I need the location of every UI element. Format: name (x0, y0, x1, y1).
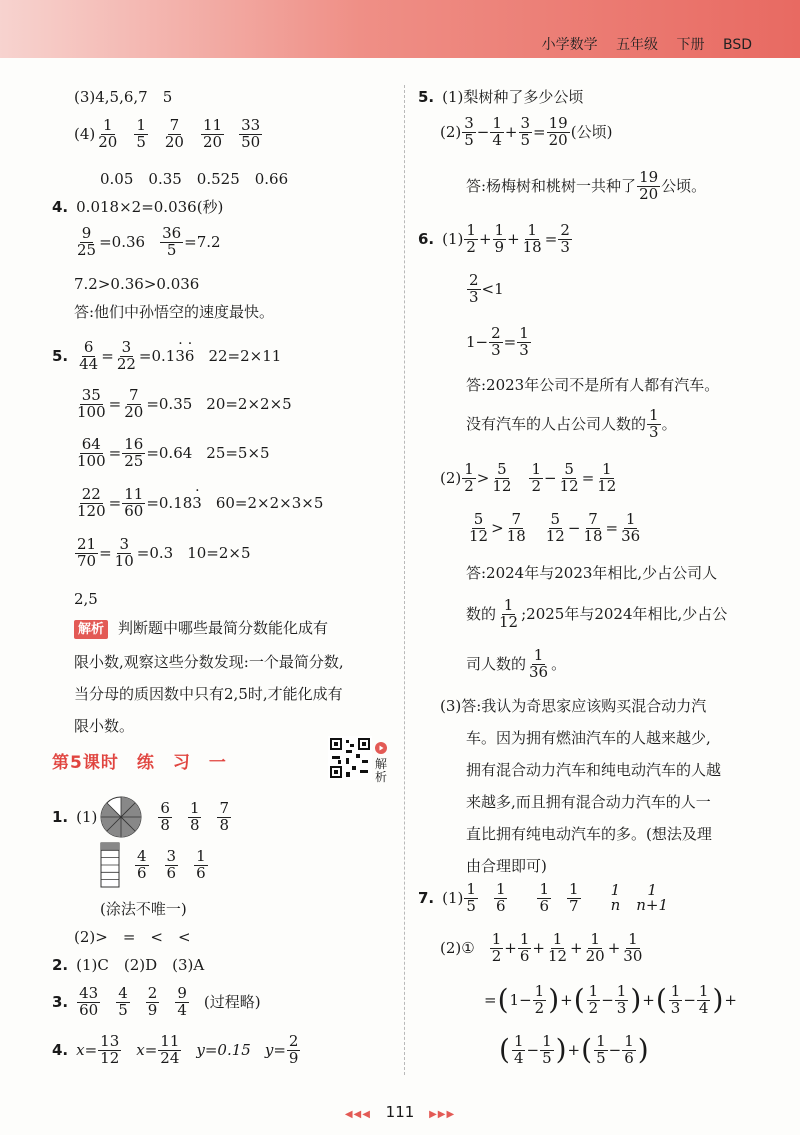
text: (1)梨树种了多少公顷 (442, 88, 584, 106)
fraction: 6 44 (79, 338, 99, 373)
text: 0.018×2=0.036(秒) (76, 198, 224, 216)
text: 60=2×2×3×5 (215, 493, 324, 512)
fraction: 1 4 (513, 1032, 524, 1067)
text: 拥有混合动力汽车和纯电动汽车的人越 (466, 761, 722, 779)
answer-line: 22 120 = $\frac{11}{60}$ =0.18 · 3 60=2×2×3×5 (74, 487, 323, 520)
answer-paragraph (440, 690, 780, 882)
text: (2) (440, 468, 462, 487)
fraction: $\frac{9}{25}$ (77, 224, 97, 259)
text: <1 (481, 279, 504, 298)
fraction: 1 3 (519, 324, 529, 359)
text: 司人数的 (466, 654, 527, 673)
fraction: $\frac{2}{9}$ (288, 1032, 299, 1067)
answer-line: 64 100 = $\frac{16}{25}$ =0.64 25=5×5 (77, 435, 270, 470)
play-icon (375, 742, 387, 754)
fraction: 1 3 (616, 982, 627, 1017)
fraction: $\frac{7}{20}$ (164, 116, 184, 151)
fraction: 19 20 (548, 114, 568, 149)
fraction: 1 7 (569, 880, 579, 915)
answer-line (466, 566, 717, 581)
question-5-right (418, 90, 583, 105)
answer-line (74, 930, 191, 945)
fraction: 21 70 (77, 535, 97, 570)
fraction: 5 12 (469, 510, 489, 545)
fraction: 7 18 (583, 510, 603, 545)
fraction: 1 6 (519, 930, 530, 965)
fraction: 1 6 (196, 846, 206, 882)
analysis-tag: 解析 (74, 620, 108, 639)
text: (1) (442, 229, 464, 248)
fraction: 1 2 (491, 930, 502, 965)
question-6: 6. (1) 1 2 + 1 9 + 1 18 = 2 3 (418, 221, 570, 256)
fraction: 1 36 (621, 510, 641, 545)
question-number: 2. (52, 956, 69, 974)
fraction: 2 3 (560, 221, 570, 256)
text: 22=2×11 (208, 346, 282, 365)
fraction: 1 2 (588, 982, 599, 1017)
answer-line (466, 598, 727, 631)
fraction: 1 n+1 (636, 880, 669, 915)
repeat-digit: · 6 (185, 349, 195, 364)
answer-line: ( 1 4 − 1 5 ) + ( 1 5 − 1 6 ) (499, 1032, 649, 1067)
fraction: 1 4 (698, 982, 709, 1017)
answer-line (100, 842, 209, 888)
text: 答:2023年公司不是所有人都有汽车。 (466, 376, 720, 394)
answer-line: (2)① 1 2 + 1 6 + 1 12 + 1 20 + 1 30 (440, 930, 643, 965)
answer-line (74, 305, 274, 320)
fraction: 3 5 (464, 114, 474, 149)
text: y=0.15 (196, 1040, 251, 1059)
fraction: 7 8 (219, 798, 230, 834)
text: y= (264, 1040, 286, 1059)
fraction: 1 9 (494, 221, 505, 256)
text: 2,5 (74, 590, 98, 608)
text: 没有汽车的人占公司人数的 (466, 414, 647, 433)
volume-label: 下册 (676, 37, 705, 53)
answer-line (466, 170, 706, 203)
question-number: 7. (418, 888, 435, 907)
text: (过程略) (203, 992, 261, 1011)
fraction: $\frac{1}{20}$ (98, 116, 118, 151)
fraction: 1 20 (585, 930, 605, 965)
answer-line (100, 902, 187, 917)
text: (公顷) (570, 122, 613, 141)
fraction: $\frac{7}{20}$ (124, 386, 144, 421)
answer-line: 5 12 > 7 18 5 12 − 7 18 = 1 36 (469, 510, 641, 545)
text: (2)① (440, 938, 475, 957)
question-number: 6. (418, 229, 435, 248)
text: 来越多,而且拥有混合动力汽车的人一 (466, 793, 711, 811)
fraction: 1 2 (534, 982, 545, 1017)
text: (4) (74, 124, 96, 143)
fraction: 1 2 (464, 460, 474, 495)
text: (2)> = < < (74, 928, 191, 946)
fraction: $\frac{11}{24}$ (160, 1032, 180, 1067)
fraction: 1 n (610, 880, 621, 915)
text: (3)答:我认为奇思家应该购买混合动力汽 (440, 697, 707, 715)
fraction: 4 5 (118, 984, 128, 1019)
text: =0.18 (146, 493, 193, 512)
text: 公顷。 (661, 176, 707, 195)
text: 0.05 0.35 0.525 0.66 (100, 170, 289, 188)
fraction: 1 2 (531, 460, 542, 495)
qr-code-icon[interactable] (328, 736, 372, 780)
text: 限小数。 (74, 717, 135, 735)
book-header (528, 34, 752, 54)
fraction: 1 6 (539, 880, 550, 915)
question-number: 4. (52, 1040, 69, 1059)
text: 判断题中哪些最简分数能化成有 (118, 619, 329, 637)
text: =0.36 (99, 232, 146, 251)
text: =0.1 (138, 346, 176, 365)
text: (1) (442, 888, 464, 907)
text: (涂法不唯一) (100, 900, 187, 918)
answer-line (100, 172, 288, 187)
fraction: 2 3 (469, 271, 479, 306)
answer-line (74, 277, 199, 292)
text: 答:他们中孙悟空的速度最快。 (74, 303, 275, 321)
text: 数的 (466, 604, 497, 623)
answer-line (466, 273, 504, 306)
fraction: 5 12 (492, 460, 512, 495)
text: =7.2 (184, 232, 221, 251)
fraction: $\frac{2}{3}$ (491, 324, 501, 359)
text: (1) (76, 807, 98, 826)
fraction: 1 6 (624, 1032, 634, 1067)
answer-line: 21 70 = $\frac{3}{10}$ =0.3 10=2×5 (77, 535, 251, 570)
answer-line (74, 226, 221, 259)
fraction: $\frac{3}{10}$ (114, 535, 134, 570)
text: (3)4,5,6,7 5 (74, 88, 173, 106)
text: 由合理即可) (466, 857, 547, 875)
lesson-title: 第5课时 练 习 一 (52, 753, 227, 773)
right-arrows-icon: ▶▶▶ (429, 1109, 456, 1120)
fraction: $\frac{33}{50}$ (241, 116, 261, 151)
fraction: $\frac{11}{20}$ (202, 116, 223, 151)
fraction: $\frac{3}{22}$ (116, 338, 136, 373)
practice-3 (52, 986, 261, 1019)
fraction: 1 4 (492, 114, 502, 149)
text: 7.2>0.36>0.036 (74, 275, 200, 293)
fraction: 1 5 (542, 1032, 552, 1067)
text: 限小数,观察这些分数发现:一个最简分数, (74, 653, 344, 671)
fraction: 1 3 (649, 406, 659, 441)
fraction: 4 6 (137, 846, 147, 882)
column-divider (404, 85, 405, 1075)
fraction: 22 120 (77, 485, 106, 520)
answer-line: = ( 1 − 1 2 ) + ( 1 2 − 1 3 ) + ( 1 3 − 1 4 ) + (484, 982, 737, 1017)
fraction: 1 12 (597, 460, 617, 495)
answer-line: 35 100 = $\frac{7}{20}$ =0.35 20=2×2×5 (77, 386, 292, 421)
text: 车。因为拥有燃油汽车的人越来越少, (466, 729, 711, 747)
fraction: 7 18 (506, 510, 526, 545)
fraction: $\frac{16}{25}$ (124, 435, 144, 470)
practice-4 (52, 1034, 301, 1067)
answer-line (74, 118, 276, 151)
fraction: 35 100 (77, 386, 106, 421)
text: (1)C (2)D (3)A (76, 956, 205, 974)
question-5: 5. 6 44 = $\frac{3}{22}$ =0.1 · 3 · 6 22=2×11 (52, 340, 281, 373)
fraction: 19 20 (639, 168, 659, 203)
fraction: $\frac{11}{60}$ (124, 485, 144, 520)
repeat-digit: · 3 (175, 349, 185, 364)
text: =0.3 (136, 543, 174, 562)
analysis-block (74, 612, 404, 742)
text: 。 (551, 654, 567, 673)
grade-label: 五年级 (616, 37, 659, 53)
fraction: 3 6 (166, 846, 177, 882)
fraction: $\frac{13}{12}$ (100, 1032, 120, 1067)
text: x= (136, 1040, 158, 1059)
edition-label: BSD (722, 37, 752, 53)
bar-diagram-icon (100, 842, 120, 888)
text: ;2025年与2024年相比,少占公 (521, 604, 728, 623)
text: 1− (466, 332, 489, 351)
question-number: 5. (52, 346, 69, 365)
left-arrows-icon: ◀◀◀ (344, 1109, 371, 1120)
fraction: 1 5 (466, 880, 476, 915)
fraction: 6 8 (160, 798, 170, 834)
answer-line (74, 592, 98, 607)
question-number: 3. (52, 992, 69, 1011)
question-7 (418, 882, 669, 915)
text: 答:杨梅树和桃树一共种了 (466, 176, 637, 195)
fraction: 1 6 (495, 880, 506, 915)
repeat-digit: · 3 (192, 496, 202, 511)
page-number: 111 (385, 1103, 415, 1121)
text: (2) (440, 122, 462, 141)
answer-line: (2) 3 5 − 1 4 + 3 5 = 19 20 (公顷) (440, 114, 613, 149)
text: =0.35 (146, 394, 193, 413)
answer-line (466, 648, 566, 681)
fraction-list (95, 118, 276, 151)
text: 25=5×5 (206, 443, 270, 462)
practice-2 (52, 958, 204, 973)
question-number: 4. (52, 198, 69, 216)
text: 20=2×2×5 (206, 394, 292, 413)
qr-label (375, 740, 387, 784)
circle-diagram-icon (99, 795, 143, 839)
question-4 (52, 200, 223, 215)
fraction: 2 9 (147, 984, 158, 1019)
fraction: $\frac{36}{5}$ (162, 224, 182, 259)
answer-line (466, 378, 719, 393)
fraction: 1 12 (499, 596, 519, 631)
text: 当分母的质因数中只有2,5时,才能化成有 (74, 685, 343, 703)
page-footer (0, 1103, 800, 1121)
answer-line: 1− $\frac{2}{3}$ = 1 3 (466, 324, 529, 359)
text: 10=2×5 (187, 543, 251, 562)
fraction: 43 60 (79, 984, 99, 1019)
text: 直比拥有纯电动汽车的多。(想法及理 (466, 825, 712, 843)
question-number: 1. (52, 807, 69, 826)
qr-label-text: 解析 (375, 757, 388, 784)
text: 答:2024年与2023年相比,少占公司人 (466, 564, 718, 582)
subject-label: 小学数学 (541, 37, 598, 53)
fraction: 1 18 (522, 221, 542, 256)
fraction: 1 3 (670, 982, 681, 1017)
text: x= (76, 1040, 98, 1059)
fraction: 1 8 (189, 798, 200, 834)
fraction: 9 4 (177, 984, 187, 1019)
question-number: 5. (418, 88, 435, 106)
fraction: 1 30 (623, 930, 643, 965)
fraction: 64 100 (77, 435, 106, 470)
answer-line (74, 90, 172, 105)
text: 。 (661, 414, 677, 433)
practice-1 (52, 795, 232, 839)
fraction: 5 12 (559, 460, 579, 495)
fraction: 1 5 (596, 1032, 606, 1067)
text: =0.64 (146, 443, 193, 462)
answer-line: (2) 1 2 > 5 12 1 2 − 5 12 = 1 12 (440, 460, 617, 495)
fraction: $\frac{1}{5}$ (136, 116, 146, 151)
fraction: 5 12 (545, 510, 565, 545)
fraction: 1 12 (547, 930, 568, 965)
fraction: 3 5 (520, 114, 531, 149)
fraction: 1 2 (466, 221, 476, 256)
answer-line (466, 408, 677, 441)
fraction: 1 36 (529, 646, 549, 681)
